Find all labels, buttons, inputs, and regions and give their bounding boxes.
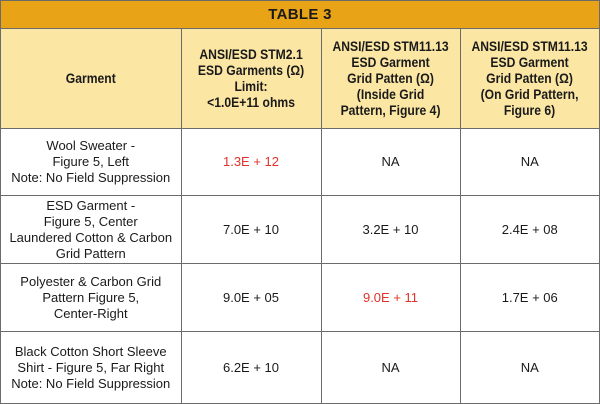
- header-stm1113-on: ANSI/ESD STM11.13 ESD Garment Grid Patten (Ω) (On Grid Pattern, Figure 6): [460, 29, 599, 129]
- inside-grid-value-cell: 9.0E + 11: [321, 264, 460, 332]
- stm21-value-cell: 6.2E + 10: [181, 332, 321, 404]
- garment-cell: ESD Garment - Figure 5, Center Laundered Cotton & Carbon Grid Pattern: [1, 196, 181, 264]
- garment-cell: Polyester & Carbon Grid Pattern Figure 5, Center-Right: [1, 264, 181, 332]
- table-row: [1, 332, 599, 404]
- on-grid-value-cell: 2.4E + 08: [460, 196, 599, 264]
- inside-grid-value-cell: NA: [321, 332, 460, 404]
- stm21-value-cell: 9.0E + 05: [181, 264, 321, 332]
- stm21-value-cell: 1.3E + 12: [181, 129, 321, 196]
- inside-grid-value-cell: NA: [321, 129, 460, 196]
- stm21-value-cell: 7.0E + 10: [181, 196, 321, 264]
- on-grid-value-cell: 1.7E + 06: [460, 264, 599, 332]
- table-row: [1, 129, 599, 196]
- on-grid-value-cell: NA: [520, 359, 539, 375]
- header-stm1113-inside: ANSI/ESD STM11.13 ESD Garment Grid Patten (Ω) (Inside Grid Pattern, Figure 4): [321, 29, 460, 129]
- table-row: [1, 264, 599, 332]
- inside-grid-value-cell: 3.2E + 10: [321, 196, 460, 264]
- table-caption: TABLE 3: [1, 1, 599, 29]
- on-grid-value-cell: NA: [460, 129, 599, 196]
- header-row: [1, 29, 599, 129]
- header-stm21: ANSI/ESD STM2.1 ESD Garments (Ω) Limit: <1.0E+11 ohms: [181, 29, 321, 129]
- header-garment: Garment: [1, 29, 181, 129]
- garment-cell: Wool Sweater - Figure 5, Left Note: No Field Suppression: [1, 129, 181, 196]
- table-row: [1, 196, 599, 264]
- garment-cell: Black Cotton Short Sleeve Shirt - Figure 5, Far Right Note: No Field Suppression: [1, 332, 181, 404]
- resistance-table: [1, 29, 599, 404]
